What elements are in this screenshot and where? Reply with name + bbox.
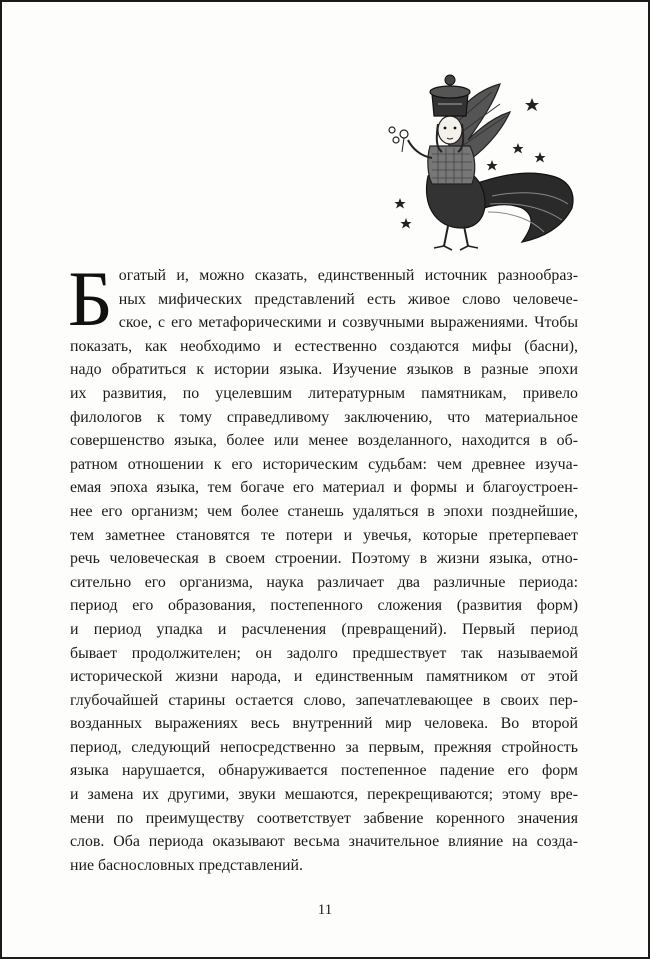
text-line: надо обратиться к истории языка. Изучение языков в разные эпохи — [70, 361, 578, 379]
text-line: ратном отношении к его историческим судьбам: чем древнее изуча- — [70, 455, 578, 473]
main-paragraph — [68, 255, 578, 877]
text-line: ское, с его метафорическими и созвучными выражениями. Чтобы — [118, 314, 578, 332]
text-line: и замена их другими, звуки мешаются, перекрещиваются; этому вре- — [70, 786, 578, 804]
text-line: нее его организм; чем более станешь удаляться в эпохи позднейшие, — [70, 502, 578, 520]
text-line: и период упадка и расчленения (превращений). Первый период — [70, 620, 578, 638]
text-line: показать, как необходимо и естественно создаются мифы (басни), — [70, 337, 578, 355]
text-line: языка нарушается, обнаруживается постепенное падение его форм — [70, 762, 578, 780]
text-line: огатый и, можно сказать, единственный источник разнообраз- — [118, 267, 578, 284]
text-line: период его образования, постепенного сложения (развития форм) — [70, 597, 578, 615]
text-line: ние баснословных представлений. — [70, 856, 303, 874]
text-line: филологов к тому справедливому заключению, что материальное — [70, 408, 578, 426]
text-line: глубочайшей старины остается слово, запечатлевающее в своих пер- — [70, 691, 578, 709]
text-line: исторической жизни народа, и единственным памятником от этой — [70, 668, 578, 686]
text-line: мени по преимуществу соответствует забвение коренного значения — [70, 809, 578, 827]
sirin-bird-icon — [372, 68, 582, 258]
text-line: бывает продолжителен; он задолго предшествует так называемой — [70, 644, 578, 662]
text-line: речь человеческая в своем строении. Поэтому в жизни языка, отно- — [70, 550, 578, 568]
text-line: тем заметнее становятся те потери и увечья, которые претерпевает — [70, 526, 578, 544]
drop-cap: Б — [68, 255, 113, 342]
text-line: емая эпоха языка, тем богаче его материал и формы и благоустроен- — [70, 479, 578, 497]
text-line: ных мифических представлений есть живое слово человече- — [118, 290, 578, 308]
text-line: сительно его организма, наука различает два различные периода: — [70, 573, 578, 591]
text-line: период, следующий непосредственно за первым, прежняя стройность — [70, 738, 578, 756]
page-number: 11 — [317, 902, 333, 918]
text-line: возданных выражениях весь внутренний мир человека. Во второй — [70, 715, 578, 733]
text-line: совершенство языка, более или менее возделанного, находится в об- — [70, 432, 578, 450]
text-line: слов. Оба периода оказывают весьма значительное влияние на созда- — [70, 833, 578, 851]
text-line: их развития, по уцелевшим литературным памятникам, привело — [70, 384, 578, 402]
